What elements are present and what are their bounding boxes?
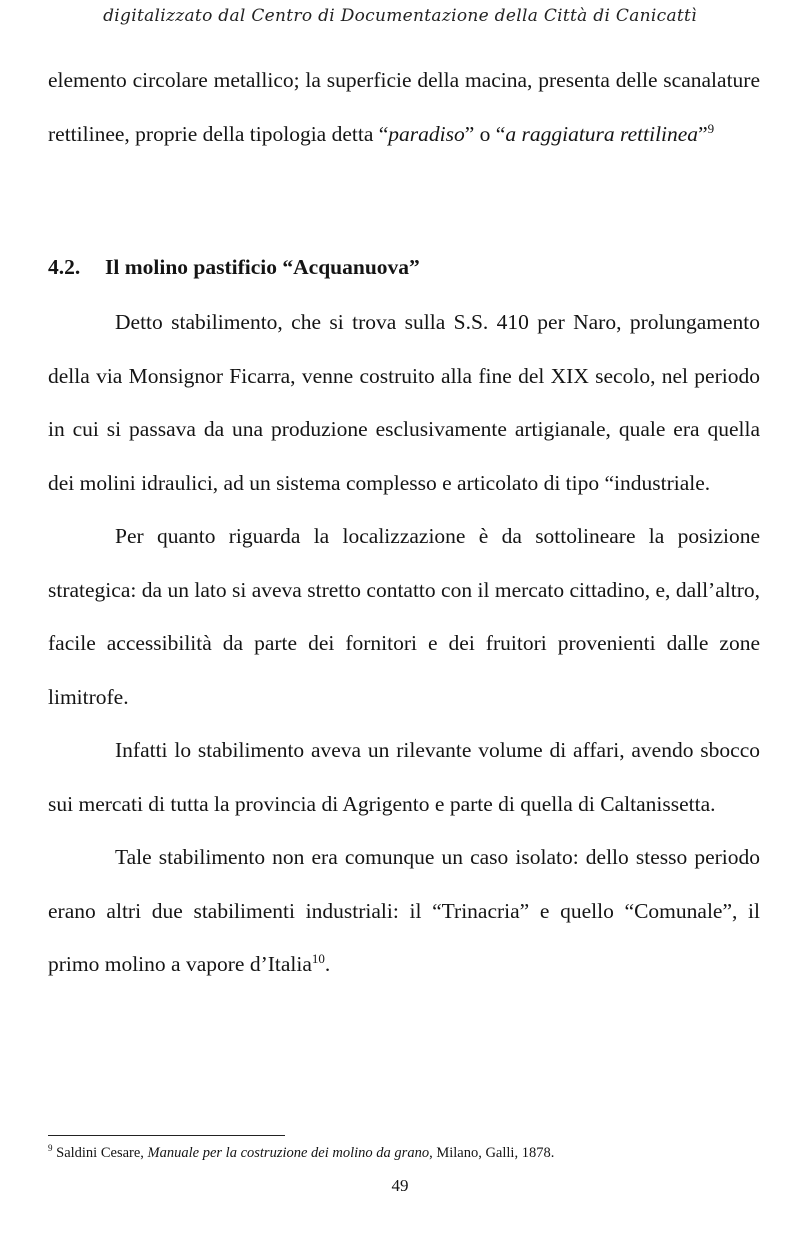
footnote-number: 9 <box>48 1143 53 1154</box>
watermark-header: digitalizzato dal Centro di Documentazione della Città di Canicattì <box>103 6 697 26</box>
footnote-ref-10: 10 <box>311 950 325 966</box>
intro-text: elemento circolare metallico; la superficie della macina, presenta delle scanalature rettilinee, proprie della tipologia detta “paradiso” o “a raggiatura rettilinea”$^9$ <box>48 68 760 146</box>
paragraph-3: Infatti lo stabilimento aveva un rilevante volume di affari, avendo sbocco sui mercati di tutta la provincia di Agrigento e parte di quella di Caltanissetta. <box>48 738 760 816</box>
footnote: $^9$ Saldini Cesare, Manuale per la costruzione dei molino da grano, Milano, Galli, 1878. <box>48 1143 555 1161</box>
footnote-ref-9: 9 <box>707 120 715 136</box>
term-raggiatura: a raggiatura rettilinea <box>505 121 699 146</box>
intro-paragraph <box>48 54 760 161</box>
paragraph-4: Tale stabilimento non era comunque un caso isolato: dello stesso periodo erano altri due stabilimenti industriali: il “Trinacria” e quello “Comunale”, il primo molino a vapore d’Italia$^{10}$. <box>48 845 760 976</box>
term-paradiso: paradiso <box>388 121 465 146</box>
section-title: Il molino pastificio “Acquanuova” <box>105 255 420 279</box>
page-number: 49 <box>391 1176 409 1195</box>
section-number: 4.2. <box>48 255 81 279</box>
footnote-book-title: Manuale per la costruzione dei molino da grano <box>147 1145 430 1161</box>
section-heading <box>48 247 420 287</box>
body-text <box>48 296 760 992</box>
paragraph-2: Per quanto riguarda la localizzazione è da sottolineare la posizione strategica: da un lato si aveva stretto contatto con il mercato cittadino, e, dall’altro, facile accessibilità da parte dei fornitori e dei fruitori provenienti dalle zone limitrofe. <box>48 524 760 709</box>
footnote-divider <box>48 1135 285 1136</box>
paragraph-1: Detto stabilimento, che si trova sulla S.S. 410 per Naro, prolungamento della via Monsignor Ficarra, venne costruito alla fine del XIX secolo, nel periodo in cui si passava da una produzione esclusivamente artigianale, quale era quella dei molini idraulici, ad un sistema complesso e articolato di tipo “industriale. <box>48 310 760 495</box>
